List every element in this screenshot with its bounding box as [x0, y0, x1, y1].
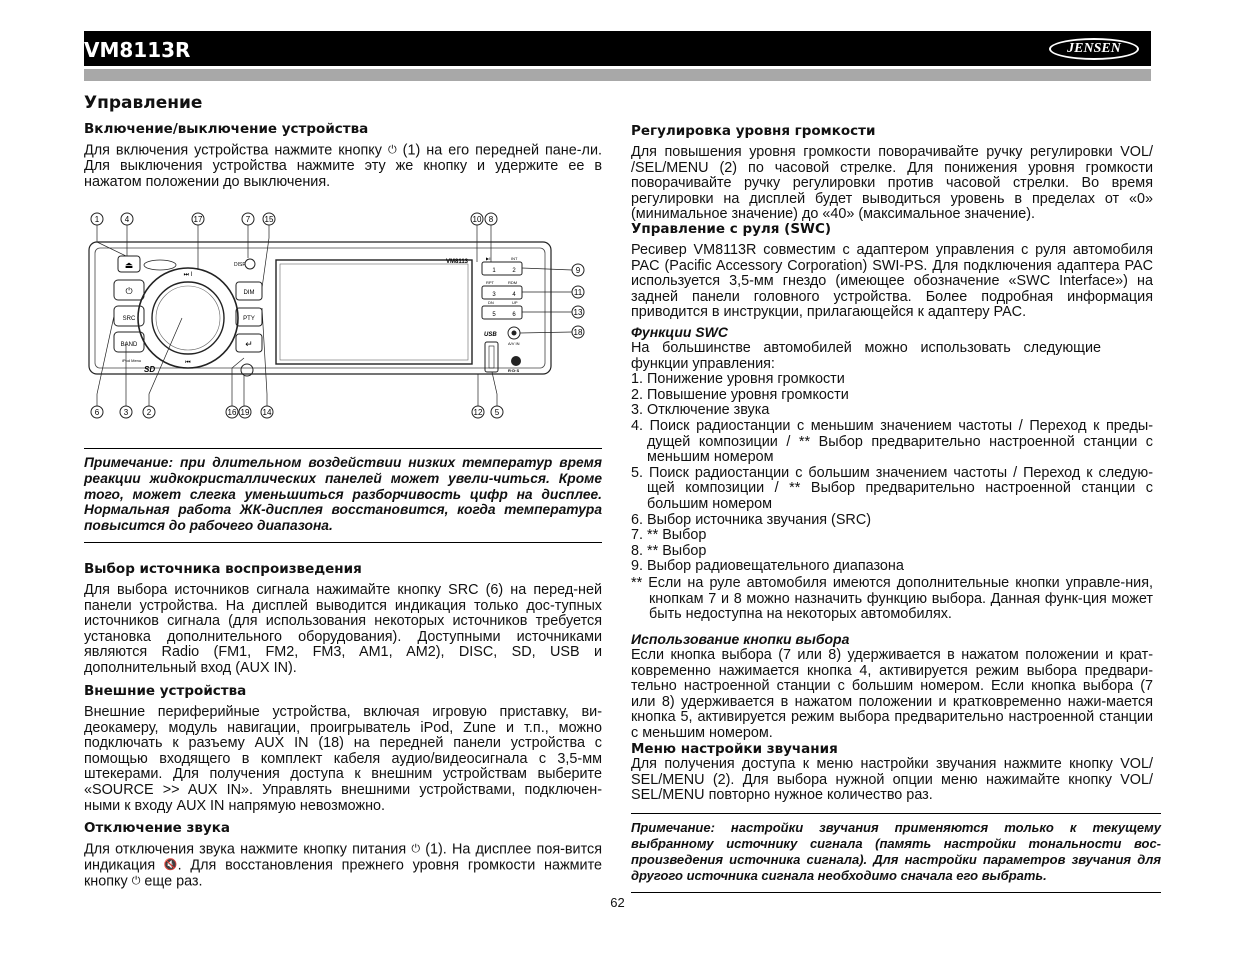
power-icon: ⏻ [131, 875, 141, 888]
svg-text:1: 1 [94, 215, 100, 224]
select-button-text: Если кнопка выбора (7 или 8) удерживается в нажатом положении и крат-ковременно нажимается кнопка 4, активируется режим выбора предвари-тельно настроенной станции с большим номером. Если кнопка выбора (7 или 8) удерживается в нажатом положении и кратковременно нажи-мается кнопка 5, активируется режим выбора предварительно настроенной станции с меньшим номером. [631, 647, 1153, 741]
dim-label: DIM [243, 290, 255, 296]
swc-functions-intro: На большинстве автомобилей можно использовать следующие функции управления: [631, 340, 1101, 372]
section-external [84, 683, 602, 814]
volume-title: Регулировка уровня громкости [631, 123, 876, 139]
svg-text:4: 4 [124, 215, 130, 224]
svg-text:15: 15 [264, 215, 274, 224]
svg-text:6: 6 [94, 408, 100, 417]
svg-text:11: 11 [573, 288, 583, 297]
jensen-logo: JENSEN [1049, 38, 1139, 60]
usb-label: USB [484, 332, 497, 338]
external-text: Внешние периферийные устройства, включая игровую приставку, ви-деокамеру, модуль навигации, проигрыватель iPod, Zune и т.п., можно подключать к разъему AUX IN (18) на передней панели устройства с помощью входящего в комплект кабеля аудио/видеосигнала с 3,5-мм штекерами. Для получения доступа к внешним устройствам выберите «SOURCE >> AUX IN». Управлять внешними устройствами, подключен-ными к входу AUX IN напрямую невозможно. [84, 704, 602, 814]
section-volume [631, 123, 1153, 223]
svg-text:5: 5 [492, 312, 496, 318]
rpt-label: RPT [486, 280, 494, 285]
display-model: VM8113 [446, 259, 469, 265]
svg-text:5: 5 [494, 408, 500, 417]
svg-text:7: 7 [245, 215, 251, 224]
int-label: INT [511, 256, 518, 261]
svg-text:3: 3 [123, 408, 129, 417]
back-icon: ↵ [245, 339, 253, 349]
section-swc-functions [631, 324, 1153, 623]
volume-text: Для повышения уровня громкости поворачивайте ручку регулировки VOL/ /SEL/MENU (2) по часовой стрелке. Для понижения уровня громкости поворачивайте ручку регулировки против часовой стрелки. Во время регулировки на дисплей будет выводиться уровень в пределах от «0» (минимальное значение) до «40» (максимальное значение). [631, 144, 1153, 223]
eject-icon: ⏏ [124, 260, 134, 270]
source-text: Для выбора источников сигнала нажимайте кнопку SRC (6) на перед-ней панели устройства. На дисплей выводится индикация только дос-тупных источников сигнала (для использования некоторых источников требуется установка дополнительного оборудования). Доступными источниками являются Radio (FM1, FM2, FM3, AM1, AM2), DISC, SD, USB и дополнительный вход (AUX IN). [84, 582, 602, 676]
list-item: 3. Отключение звука [631, 402, 770, 419]
up-label: UP [512, 300, 518, 305]
select-button-title: Использование кнопки выбора [631, 631, 850, 647]
svg-text:1: 1 [492, 268, 496, 274]
page-title: Управление [84, 93, 203, 113]
prev-icon: ⏮ [185, 360, 191, 366]
rdm-label: RDM [508, 280, 518, 285]
svg-text:16: 16 [227, 408, 237, 417]
section-swc [631, 221, 1153, 321]
svg-text:14: 14 [262, 408, 272, 417]
section-power [84, 121, 602, 190]
next-icon: ⏭ I [183, 272, 193, 278]
svg-text:4: 4 [512, 292, 516, 298]
model-name: VM8113R [84, 38, 191, 62]
svg-text:13: 13 [573, 308, 583, 317]
list-item: 1. Понижение уровня громкости [631, 371, 845, 388]
power-icon: ⏻ [125, 286, 133, 296]
svg-text:9: 9 [575, 266, 581, 275]
svg-text:6: 6 [512, 312, 516, 318]
section-source [84, 561, 602, 677]
header-gray-bar [84, 69, 1151, 81]
svg-text:12: 12 [473, 408, 483, 417]
src-label: SRC [122, 316, 136, 322]
svg-text:17: 17 [193, 215, 203, 224]
svg-text:19: 19 [240, 408, 250, 417]
list-item: 2. Повышение уровня громкости [631, 386, 849, 403]
mute-text: Для отключения звука нажмите кнопку питания ⏻ (1). На дисплее поя-вится индикация 🔇. Для восстановления прежнего уровня громкости нажмите кнопку ⏻ еще раз. [84, 841, 603, 890]
pty-label: PTY [243, 316, 255, 322]
svg-text:18: 18 [573, 328, 583, 337]
page-number: 62 [610, 895, 625, 910]
svg-text:2: 2 [512, 268, 516, 274]
ipod-label: iPod Menu [122, 358, 142, 363]
rds-logo [511, 356, 521, 366]
swc-functions-title: Функции SWC [631, 324, 728, 340]
source-title: Выбор источника воспроизведения [84, 561, 362, 577]
section-select-button [631, 631, 1153, 742]
power-icon: ⏻ [411, 843, 421, 855]
list-item: ** Если на руле автомобиля имеются дополнительные кнопки управле-ния, кнопкам 7 и 8 можно назначить функцию выбора. Данная функ-ция может быть недоступна на некоторых автомобилях. [631, 574, 1153, 623]
list-item: 9. Выбор радиовещательного диапазона [631, 558, 904, 575]
swc-text: Ресивер VM8113R совместим с адаптером управления с руля автомобиля PAC (Pacific Accessory Corporation) SWI-PS. Для подключения адаптера PAC используется 3,5-мм гнездо (имеющее обозначение «SWC Interface») на задней панели головного устройства. Более подробная информация приводится в инструкции, прилагающейся к адаптеру PAC. [631, 242, 1153, 321]
sound-menu-title: Меню настройки звучания [631, 741, 838, 757]
section-mute [84, 820, 602, 891]
mute-title: Отключение звука [84, 820, 231, 836]
av-in-label: A/V IN [508, 341, 520, 346]
power-text: Для включения устройства нажмите кнопку ⏻ (1) на его передней пане-ли. Для выключения устройства нажмите эту же кнопку и удержите ее в нажатом положении до выключения. [84, 142, 602, 190]
list-item: 7. ** Выбор [631, 527, 707, 544]
play-label: ▶II [486, 256, 492, 261]
band-label: BAND [120, 342, 138, 348]
svg-text:2: 2 [146, 408, 152, 417]
note-sound-settings: Примечание: настройки звучания применяются только к текущему выбранному источнику сигнала (память настройки тональности вос-произведения источника сигнала). Для настройки параметров звучания для другого источника сигнала необходимо сначала его выбрать. [631, 813, 1161, 893]
dn-label: DN [488, 300, 494, 305]
svg-text:3: 3 [492, 292, 496, 298]
front-panel-diagram [84, 208, 604, 422]
list-item: 4. Поиск радиостанции с меньшим значением частоты / Переход к преды-дущей композиции / ** Выбор предварительно настроенной станции с меньшим номером [631, 417, 1153, 466]
svg-text:10: 10 [472, 215, 482, 224]
power-icon: ⏻ [387, 144, 397, 156]
disp-label: DISP [234, 262, 246, 268]
section-sound-menu [631, 741, 1153, 804]
header-bar [84, 31, 1151, 66]
mute-icon: 🔇 [163, 859, 178, 872]
svg-text:R·D·S: R·D·S [508, 368, 520, 373]
swc-functions-list [631, 372, 1153, 623]
list-item: 8. ** Выбор [631, 542, 707, 559]
list-item: 5. Поиск радиостанции с большим значением частоты / Переход к следую-щей композиции / ** Выбор предварительно настроенной станции с большим номером [631, 464, 1153, 512]
list-item: 6. Выбор источника звучания (SRC) [631, 511, 872, 528]
sound-menu-text: Для получения доступа к меню настройки звучания нажмите кнопку VOL/ SEL/MENU (2). Для выбора нужной опции меню нажимайте кнопку VOL/ SEL/MENU повторно нужное количество раз. [631, 756, 1153, 804]
sd-logo: SD [144, 365, 156, 374]
power-title: Включение/выключение устройства [84, 121, 369, 137]
svg-text:8: 8 [488, 215, 494, 224]
note-low-temperature: Примечание: при длительном воздействии низких температур время реакции жидкокристаллических панелей может увели-читься. Кроме того, может слегка уменьшиться разборчивость цифр на дисплее. Нормальная работа ЖК-дисплея восстановится, когда температура повысится до рабочего диапазона. [84, 448, 602, 543]
external-title: Внешние устройства [84, 683, 247, 699]
swc-title: Управление с руля (SWC) [631, 221, 832, 237]
